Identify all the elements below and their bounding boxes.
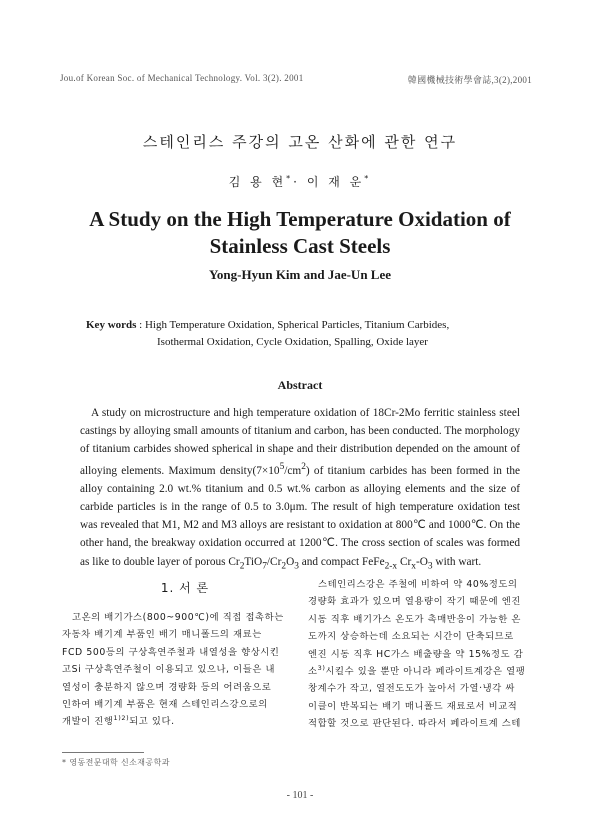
abstract-text-5: TiO [244,555,263,568]
abstract-sub-7: 3 [427,560,433,571]
intro-left-line-2: 자동차 배기계 부품인 배기 매니폴드의 재료는 [62,629,262,641]
abstract-text-9: Cr [397,555,412,568]
abstract-sub-1: 2 [239,560,245,571]
intro-left-line-7-text-b: 되고 있다. [129,716,175,728]
footnote-affiliation: * 영동전문대학 신소재공학과 [62,758,170,767]
abstract-text-7: O [286,555,295,568]
section-heading-introduction: 1. 서 론 [160,581,210,595]
intro-right-line-4: 도까지 상승하는데 소요되는 시간이 단축되므로 [308,631,514,643]
abstract-text-10: -O [415,555,428,568]
abstract-text-4: ) of titanium carbides has been formed in the alloy containing 2.0 wt.% titanium and 0.5 wt.% carbon as alloying elements and the size of carbide particles is in the range of 0.5 to 3.0μm. The result of high temperature oxidation test was revealed that M1, M2 and M3 alloys are resistant to oxidation at 800℃ and 1000℃. On the other hand, the breakway oxidation occurred at 1200℃. The cross section of scales was formed as like to double layer of porous Cr [80,465,521,568]
keywords-line-1: High Temperature Oxidation, Spherical Particles, Titanium Carbides, [144,319,450,331]
citation-3: 3) [317,663,326,672]
keywords-separator: : [136,319,145,331]
abstract-body [80,404,520,575]
intro-right-line-2: 경량화 효과가 있으며 열용량이 작기 때문에 엔진 [308,596,521,608]
abstract-paragraph [80,404,520,575]
intro-right-column [308,576,538,733]
abstract-text-1: A study on microstructure and high temperature oxidation of 18Cr-2Mo ferritic stainless steel castings by alloying small amounts of titanium and carbon, has been conducted. The morphology of titanium carbides showed spherical in shape and their distribution depended on the amount of alloying elements. [80,407,520,478]
intro-left-column [62,609,296,731]
author-2-mark: * [364,174,372,183]
abstract-text-8: and compact FeFe [298,555,385,568]
intro-right-line-5: 엔진 시동 직후 HC가스 배출량을 약 15%정도 감 [308,648,524,660]
author-separator: · [293,175,307,189]
keywords-line-2: Isothermal Oxidation, Cycle Oxidation, Spalling, Oxide layer [157,336,428,348]
abstract-heading: Abstract [277,378,323,392]
abstract-sub-3: 2 [281,560,287,571]
english-title-line-1: A Study on the High Temperature Oxidation of [89,207,511,231]
english-title-line-2: Stainless Cast Steels [209,234,391,258]
intro-left-line-6: 인하여 배기계 부품은 현재 스테인리스강으로의 [62,699,268,711]
korean-title: 스테인리스 주강의 고온 산화에 관한 연구 [142,133,458,151]
abstract-sub-2: 7 [262,560,267,571]
intro-right-line-9: 적합할 것으로 판단된다. 따라서 페라이트계 스테 [308,718,521,730]
intro-left-line-5: 열성이 충분하지 않으며 경량화 등의 어려움으로 [62,681,272,693]
journal-header-korean: 韓國機械技術學會誌,3(2),2001 [407,75,532,85]
english-authors: Yong-Hyun Kim and Jae-Un Lee [208,267,392,282]
abstract-sup-2: 2 [301,462,306,473]
abstract-text-2: Maximum density(7×10 [164,465,280,478]
abstract-sub-4: 3 [294,560,299,571]
citation-1-2: 1)2) [113,714,130,723]
english-title [60,206,540,260]
intro-right-line-8: 이클이 반복되는 배기 매니폴드 재료로서 비교적 [308,700,518,712]
korean-author-2: 이 재 운 [306,175,365,189]
journal-header-english: Jou.of Korean Soc. of Mechanical Technology. Vol. 3(2). 2001 [60,73,304,83]
keywords [86,317,536,351]
abstract-sub-6: x [411,560,416,571]
abstract-sup-1: 5 [279,462,285,473]
abstract-text-6: /Cr [266,555,282,568]
abstract-text-3: /cm [284,465,302,478]
korean-authors [0,173,600,190]
footnote-rule [62,752,144,753]
korean-author-1: 김 용 현 [228,175,287,189]
intro-right-line-1: 스테인리스강은 주철에 비하여 약 40%정도의 [318,579,518,590]
page-number: - 101 - [286,790,314,801]
author-1-mark: * [286,174,294,183]
intro-right-line-7: 창계수가 작고, 열전도도가 높아서 가열·냉각 싸 [308,683,515,695]
intro-left-line-1: 고온의 배기가스(800~900℃)에 직접 접촉하는 [72,612,284,623]
intro-left-line-4: 고Si 구상흑연주철이 이용되고 있으나, 이들은 내 [62,664,276,676]
abstract-text-11: with wart. [432,555,482,568]
intro-right-line-6-text-a: 소 [308,666,318,678]
intro-right-line-6-text-b: 시킬수 있을 뿐만 아니라 페라이트계강은 열팽 [325,666,526,678]
intro-right-line-3: 시동 직후 배기가스 온도가 촉매반응이 가능한 온 [308,613,521,625]
intro-left-line-7 [62,713,296,730]
keywords-label: Key words [86,319,137,331]
intro-right-line-6 [308,663,538,680]
intro-left-line-3: FCD 500등의 구상흑연주철과 내열성을 향상시킨 [62,646,280,658]
intro-left-line-7-text-a: 개발이 진행 [62,716,114,728]
abstract-sub-5: 2-x [384,560,398,571]
